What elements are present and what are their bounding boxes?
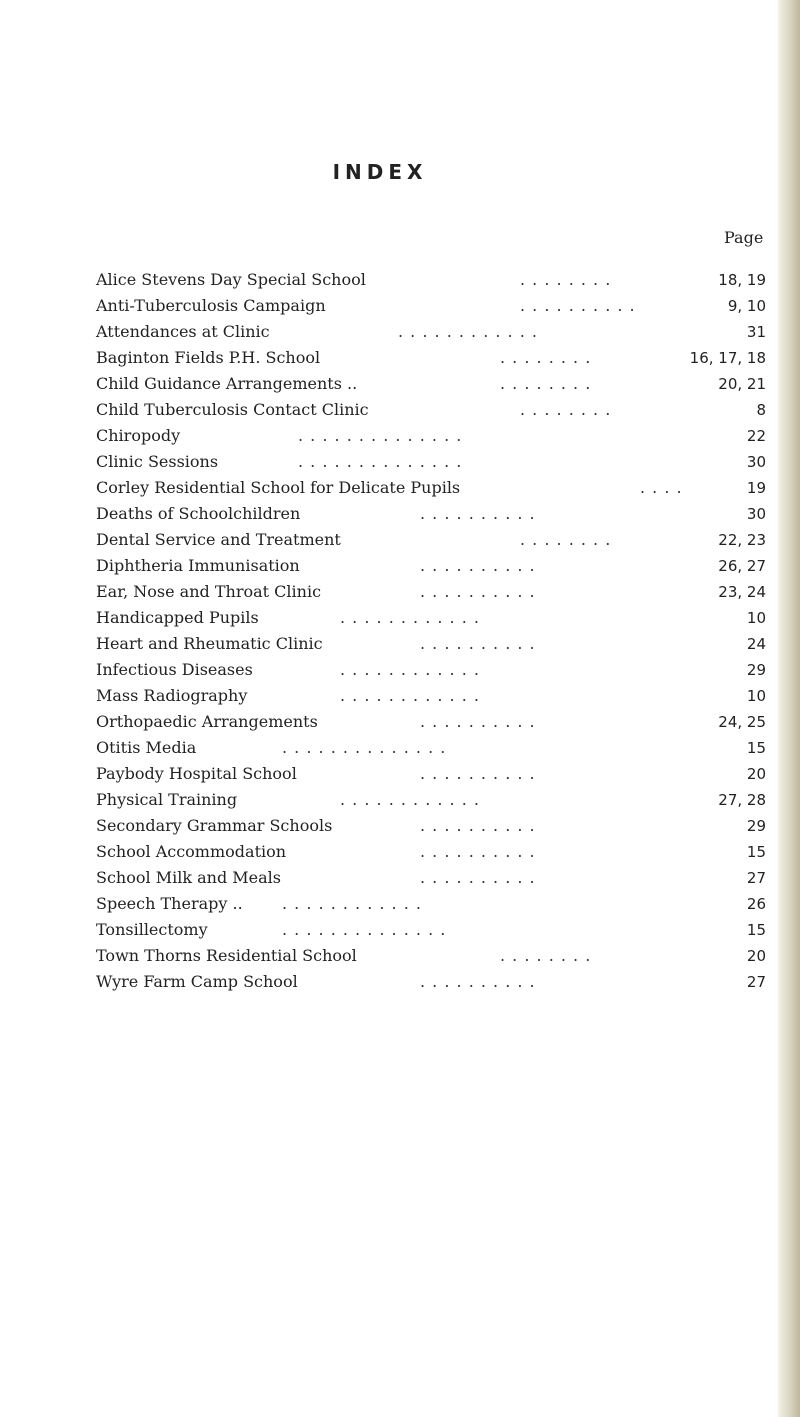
index-entry-pages: 31 xyxy=(746,323,766,341)
dot-leader: . . . . xyxy=(640,478,683,497)
index-entry-pages: 27 xyxy=(746,869,766,887)
dot-leader: . . . . . . . . xyxy=(520,270,612,289)
index-entry xyxy=(0,347,800,373)
index-entry-pages: 10 xyxy=(746,609,766,627)
index-entry-pages: 27, 28 xyxy=(718,791,766,809)
dot-leader: . . . . . . . . . . xyxy=(420,634,536,653)
index-entry-pages: 16, 17, 18 xyxy=(689,349,766,367)
index-entry-name: Heart and Rheumatic Clinic xyxy=(96,634,323,653)
index-entry-pages: 22, 23 xyxy=(718,531,766,549)
index-entry xyxy=(0,841,800,867)
index-entry-pages: 20, 21 xyxy=(718,375,766,393)
index-entry-name: Corley Residential School for Delicate Pupils xyxy=(96,478,461,497)
index-entry-pages: 9, 10 xyxy=(727,297,766,315)
index-entry xyxy=(0,321,800,347)
index-entry xyxy=(0,477,800,503)
dot-leader: . . . . . . . . . . xyxy=(420,868,536,887)
index-entry-pages: 18, 19 xyxy=(718,271,766,289)
index-entry-pages: 24, 25 xyxy=(718,713,766,731)
dot-leader: . . . . . . . . . . . . xyxy=(340,608,480,627)
index-entry-name: Town Thorns Residential School xyxy=(96,946,357,965)
dot-leader: . . . . . . . . . . xyxy=(420,816,536,835)
page-title: INDEX xyxy=(332,160,428,184)
index-entry-name: Orthopaedic Arrangements xyxy=(96,712,318,731)
dot-leader: . . . . . . . . . . xyxy=(420,842,536,861)
index-entry xyxy=(0,971,800,997)
index-entry-pages: 30 xyxy=(746,453,766,471)
index-entry xyxy=(0,685,800,711)
index-entry-pages: 30 xyxy=(746,505,766,523)
index-entry-name: Baginton Fields P.H. School xyxy=(96,348,321,367)
index-entry-name: Mass Radiography xyxy=(96,686,248,705)
index-entry xyxy=(0,815,800,841)
dot-leader: . . . . . . . . . . . . xyxy=(340,660,480,679)
index-entry-name: Dental Service and Treatment xyxy=(96,530,341,549)
dot-leader: . . . . . . . . xyxy=(520,400,612,419)
dot-leader: . . . . . . . . . . . . . . xyxy=(298,426,463,445)
page-column-header: Page xyxy=(724,228,764,247)
index-entry xyxy=(0,607,800,633)
index-entry-name: Child Guidance Arrangements .. xyxy=(96,374,358,393)
index-entry-pages: 15 xyxy=(746,921,766,939)
dot-leader: . . . . . . . . . . xyxy=(420,764,536,783)
index-entry xyxy=(0,451,800,477)
index-entry-pages: 22 xyxy=(746,427,766,445)
dot-leader: . . . . . . . . . . . . . . xyxy=(282,920,447,939)
dot-leader: . . . . . . . . xyxy=(500,374,592,393)
index-entry xyxy=(0,555,800,581)
index-entry xyxy=(0,763,800,789)
index-entry-list xyxy=(0,269,800,997)
index-entry xyxy=(0,399,800,425)
dot-leader: . . . . . . . . . . . . . . xyxy=(282,738,447,757)
index-entry xyxy=(0,945,800,971)
index-entry-pages: 20 xyxy=(746,947,766,965)
index-entry-name: Ear, Nose and Throat Clinic xyxy=(96,582,322,601)
dot-leader: . . . . . . . . . . . . xyxy=(340,790,480,809)
index-entry-name: Handicapped Pupils xyxy=(96,608,259,627)
dot-leader: . . . . . . . . xyxy=(500,946,592,965)
index-entry-pages: 29 xyxy=(746,661,766,679)
index-entry-pages: 24 xyxy=(746,635,766,653)
index-entry xyxy=(0,503,800,529)
index-entry-name: Wyre Farm Camp School xyxy=(96,972,298,991)
dot-leader: . . . . . . . . . . xyxy=(420,582,536,601)
dot-leader: . . . . . . . . . . . . xyxy=(340,686,480,705)
index-entry-pages: 10 xyxy=(746,687,766,705)
index-entry xyxy=(0,633,800,659)
index-entry-name: Clinic Sessions xyxy=(96,452,219,471)
index-entry-pages: 8 xyxy=(756,401,766,419)
index-entry xyxy=(0,893,800,919)
index-entry xyxy=(0,737,800,763)
index-entry-pages: 26, 27 xyxy=(718,557,766,575)
index-entry xyxy=(0,919,800,945)
index-entry-pages: 27 xyxy=(746,973,766,991)
dot-leader: . . . . . . . . xyxy=(520,530,612,549)
index-entry-pages: 23, 24 xyxy=(718,583,766,601)
index-entry-name: School Milk and Meals xyxy=(96,868,281,887)
dot-leader: . . . . . . . . . . . . xyxy=(398,322,538,341)
index-entry xyxy=(0,867,800,893)
index-entry xyxy=(0,295,800,321)
index-entry-name: Otitis Media xyxy=(96,738,197,757)
index-entry xyxy=(0,269,800,295)
dot-leader: . . . . . . . . . . xyxy=(420,712,536,731)
dot-leader: . . . . . . . . . . xyxy=(520,296,636,315)
index-entry xyxy=(0,425,800,451)
index-entry-pages: 26 xyxy=(746,895,766,913)
index-entry-name: Attendances at Clinic xyxy=(96,322,270,341)
index-entry xyxy=(0,711,800,737)
index-entry-name: Speech Therapy .. xyxy=(96,894,243,913)
index-entry-name: School Accommodation xyxy=(96,842,287,861)
index-entry-pages: 19 xyxy=(746,479,766,497)
index-entry-pages: 15 xyxy=(746,739,766,757)
dot-leader: . . . . . . . . xyxy=(500,348,592,367)
index-entry-name: Diphtheria Immunisation xyxy=(96,556,300,575)
index-entry-name: Physical Training xyxy=(96,790,238,809)
index-entry xyxy=(0,373,800,399)
index-entry-name: Child Tuberculosis Contact Clinic xyxy=(96,400,369,419)
dot-leader: . . . . . . . . . . . . xyxy=(282,894,422,913)
index-entry-name: Deaths of Schoolchildren xyxy=(96,504,301,523)
index-entry xyxy=(0,581,800,607)
index-entry-name: Infectious Diseases xyxy=(96,660,253,679)
dot-leader: . . . . . . . . . . . . . . xyxy=(298,452,463,471)
dot-leader: . . . . . . . . . . xyxy=(420,556,536,575)
dot-leader: . . . . . . . . . . xyxy=(420,972,536,991)
index-entry-name: Alice Stevens Day Special School xyxy=(96,270,366,289)
index-entry-pages: 20 xyxy=(746,765,766,783)
index-entry-name: Anti-Tuberculosis Campaign xyxy=(96,296,326,315)
index-entry-pages: 29 xyxy=(746,817,766,835)
index-entry xyxy=(0,659,800,685)
index-entry-name: Secondary Grammar Schools xyxy=(96,816,333,835)
index-entry-pages: 15 xyxy=(746,843,766,861)
index-entry xyxy=(0,789,800,815)
dot-leader: . . . . . . . . . . xyxy=(420,504,536,523)
index-entry-name: Paybody Hospital School xyxy=(96,764,297,783)
index-entry-name: Chiropody xyxy=(96,426,181,445)
index-entry xyxy=(0,529,800,555)
index-entry-name: Tonsillectomy xyxy=(96,920,208,939)
